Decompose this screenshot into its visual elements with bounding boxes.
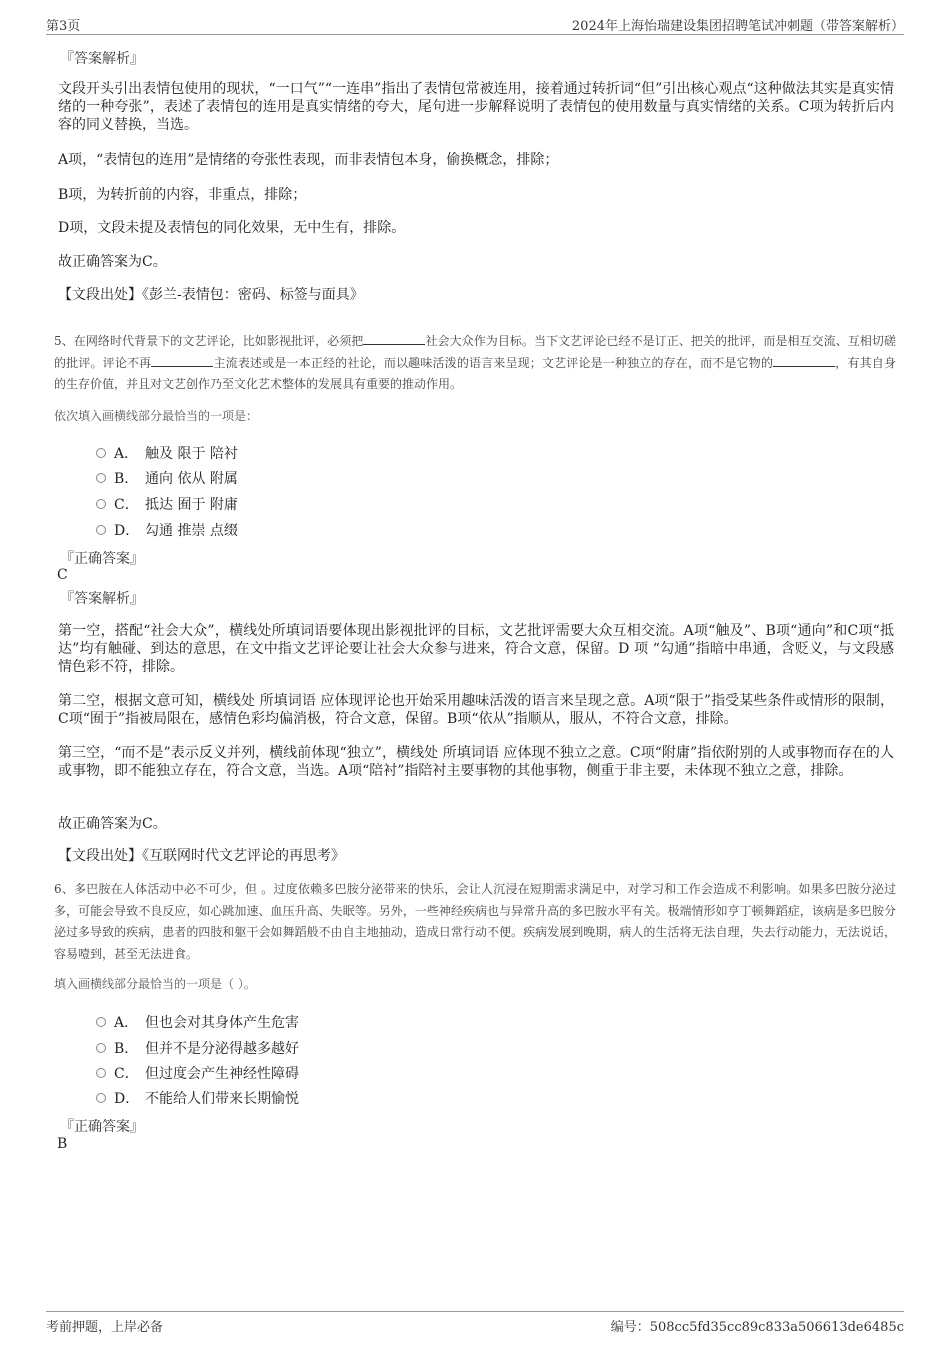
q5-conclusion: 故正确答案为C。	[58, 816, 167, 832]
q4-analysis-paragraph: 文段开头引出表情包使用的现状，“一口气”“一连串”指出了表情包常被连用，接着通过转折词“但”引出核心观点“这种做法其实是真实情绪的一种夸张”，表述了表情包的连用是真实情绪的夸大，尾句进一步解释说明了表情包的使用数量与真实情绪的关系。C项为转折后内容的同义替换，当选。	[58, 81, 894, 133]
page-header	[46, 14, 904, 35]
radio-button-icon[interactable]	[96, 1068, 106, 1078]
radio-button-icon[interactable]	[96, 1017, 106, 1027]
q5-analysis-blank-1: 第一空，搭配“社会大众”，横线处所填词语要体现出影视批评的目标，文艺批评需要大众互相交流。A项“触及”、B项“通向”和C项“抵达”均有触碰、到达的意思，在文中指文艺评论要让社会大众参与进来，符合文意，保留。D 项 “勾通”指暗中串通，含贬义，与文段感情色彩不符，排除。	[58, 623, 894, 675]
q5-source: 【文段出处】《互联网时代文艺评论的再思考》	[58, 848, 345, 864]
q4-analysis-option-a: A项，“表情包的连用”是情绪的夸张性表现，而非表情包本身，偷换概念，排除；	[58, 152, 559, 168]
radio-button-icon[interactable]	[96, 473, 106, 483]
q5-answer-value: C	[57, 567, 68, 583]
radio-button-icon[interactable]	[96, 448, 106, 458]
q5-instruction: 依次填入画横线部分最恰当的一项是：	[54, 409, 259, 423]
q4-analysis-option-d: D项，文段未提及表情包的同化效果，无中生有，排除。	[58, 220, 406, 236]
blank-line	[151, 354, 213, 367]
q5-stem: 5、在网络时代背景下的文艺评论，比如影视批评，必须把 社会大众作为目标。当下文艺评论已经不是订正、把关的批评，而是相互交流、互相切磋的批评。评论不再 主流表述或是一本正经的社论，而以趣味活泼的语言来呈现；文艺评论是一种独立的存在，而不是它物的 ，有其自身的生存价值，并且对文艺创作乃至文化艺术整体的发展具有重要的推动作用。	[54, 334, 896, 391]
q5-answer-label: 『正确答案』	[60, 551, 144, 567]
document-code: 编号：508cc5fd35cc89c833a506613de6485c	[610, 1320, 904, 1335]
radio-button-icon[interactable]	[96, 499, 106, 509]
page-footer	[46, 1311, 904, 1336]
q5-analysis-blank-2: 第二空，根据文意可知，横线处 所填词语 应体现评论也开始采用趣味活泼的语言来呈现之意。A项“限于”指受某些条件或情形的限制，C项“囿于”指被局限在，感情色彩均偏消极，符合文意，保留。B项“依从”指顺从，服从，不符合文意，排除。	[58, 693, 894, 727]
q4-analysis-option-b: B项，为转折前的内容，非重点，排除；	[58, 187, 307, 203]
q6-answer-value: B	[57, 1136, 68, 1152]
q4-analysis-label: 『答案解析』	[60, 51, 144, 67]
q5-analysis-blank-3: 第三空，“而不是”表示反义并列，横线前体现“独立”，横线处 所填词语 应体现不独立之意。C项“附庸”指依附别的人或事物而存在的人或事物，即不能独立存在，符合文意，当选。A项“陪衬”指陪衬主要事物的其他事物，侧重于非主要，未体现不独立之意，排除。	[58, 745, 894, 779]
footer-slogan: 考前押题，上岸必备	[46, 1320, 164, 1335]
blank-line	[363, 332, 425, 345]
q4-source: 【文段出处】《彭兰-表情包：密码、标签与面具》	[58, 287, 364, 303]
document-title: 2024年上海怡瑞建设集团招聘笔试冲刺题（带答案解析）	[571, 19, 904, 34]
page-number: 第3页	[46, 19, 81, 34]
q6-stem: 6、多巴胺在人体活动中必不可少，但 。过度依赖多巴胺分泌带来的快乐，会让人沉浸在短期需求满足中，对学习和工作会造成不利影响。如果多巴胺分泌过多，可能会导致不良反应，如心跳加速、血压升高、失眠等。另外，一些神经疾病也与异常升高的多巴胺水平有关。极端情形如亨丁顿舞蹈症，该病是多巴胺分泌过多导致的疾病，患者的四肢和躯干会如舞蹈般不由自主地抽动，造成日常行动不便。疾病发展到晚期，病人的生活将无法自理，失去行动能力，无法说话，容易噎到，甚至无法进食。	[54, 882, 896, 961]
q6-answer-label: 『正确答案』	[60, 1119, 144, 1135]
q6-instruction: 填入画横线部分最恰当的一项是（ ）。	[54, 977, 256, 991]
radio-button-icon[interactable]	[96, 1043, 106, 1053]
radio-button-icon[interactable]	[96, 1093, 106, 1103]
radio-button-icon[interactable]	[96, 525, 106, 535]
q4-conclusion: 故正确答案为C。	[58, 254, 167, 270]
blank-line	[773, 354, 835, 367]
q5-analysis-label: 『答案解析』	[60, 591, 144, 607]
